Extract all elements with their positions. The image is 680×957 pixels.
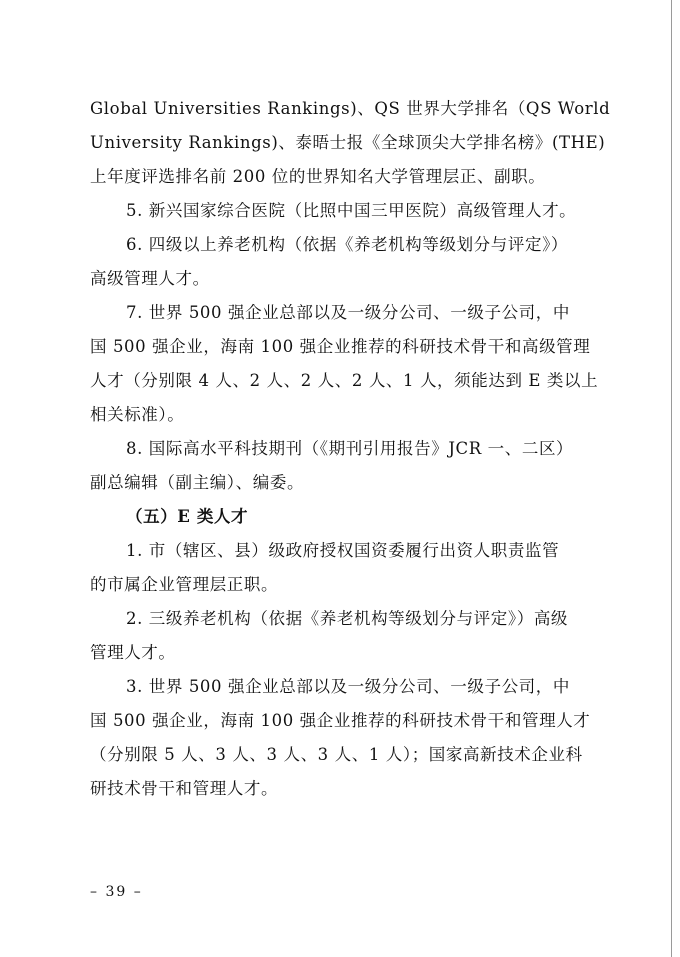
e-item-3-line-1: 3. 世界 500 强企业总部以及一级分公司、一级子公司，中 <box>126 677 570 696</box>
e-item-3-line-2: 国 500 强企业，海南 100 强企业推荐的科研技术骨干和管理人才 <box>90 711 591 730</box>
e-item-2-line-1: 2. 三级养老机构（依据《养老机构等级划分与评定》）高级 <box>126 609 569 628</box>
e-item-1-line-2: 的市属企业管理层正职。 <box>90 575 279 594</box>
e-item-2-line-2: 管理人才。 <box>90 643 176 662</box>
item-8-line-2: 副总编辑（副主编）、编委。 <box>90 473 305 492</box>
item-7-line-3: 人才（分别限 4 人、2 人、2 人、2 人、1 人，须能达到 E 类以上 <box>90 371 599 390</box>
page-number: – 39 – <box>90 884 143 900</box>
item-6-line-2: 高级管理人才。 <box>90 269 210 288</box>
text-line-2: University Rankings)、泰晤士报《全球顶尖大学排名榜》(THE) <box>90 133 606 152</box>
item-7-line-4: 相关标准）。 <box>90 405 185 424</box>
item-7-line-2: 国 500 强企业，海南 100 强企业推荐的科研技术骨干和高级管理 <box>90 337 591 356</box>
e-item-3-line-3: （分别限 5 人、3 人、3 人、3 人、1 人）；国家高新技术企业科 <box>90 745 583 764</box>
item-8-line-1: 8. 国际高水平科技期刊（《期刊引用报告》JCR 一、二区） <box>126 439 574 458</box>
item-7-line-1: 7. 世界 500 强企业总部以及一级分公司、一级子公司，中 <box>126 303 570 322</box>
item-6-line-1: 6. 四级以上养老机构（依据《养老机构等级划分与评定》） <box>126 235 569 254</box>
e-item-1-line-1: 1. 市（辖区、县）级政府授权国资委履行出资人职责监管 <box>126 541 560 560</box>
section-heading-e: （五）E 类人才 <box>126 507 249 526</box>
e-item-3-line-4: 研技术骨干和管理人才。 <box>90 779 279 798</box>
page-edge-line <box>671 0 672 957</box>
text-line-1: Global Universities Rankings)、QS 世界大学排名（QS World <box>90 99 611 118</box>
item-5-line-1: 5. 新兴国家综合医院（比照中国三甲医院）高级管理人才。 <box>126 201 577 220</box>
text-line-3: 上年度评选排名前 200 位的世界知名大学管理层正、副职。 <box>90 167 546 186</box>
